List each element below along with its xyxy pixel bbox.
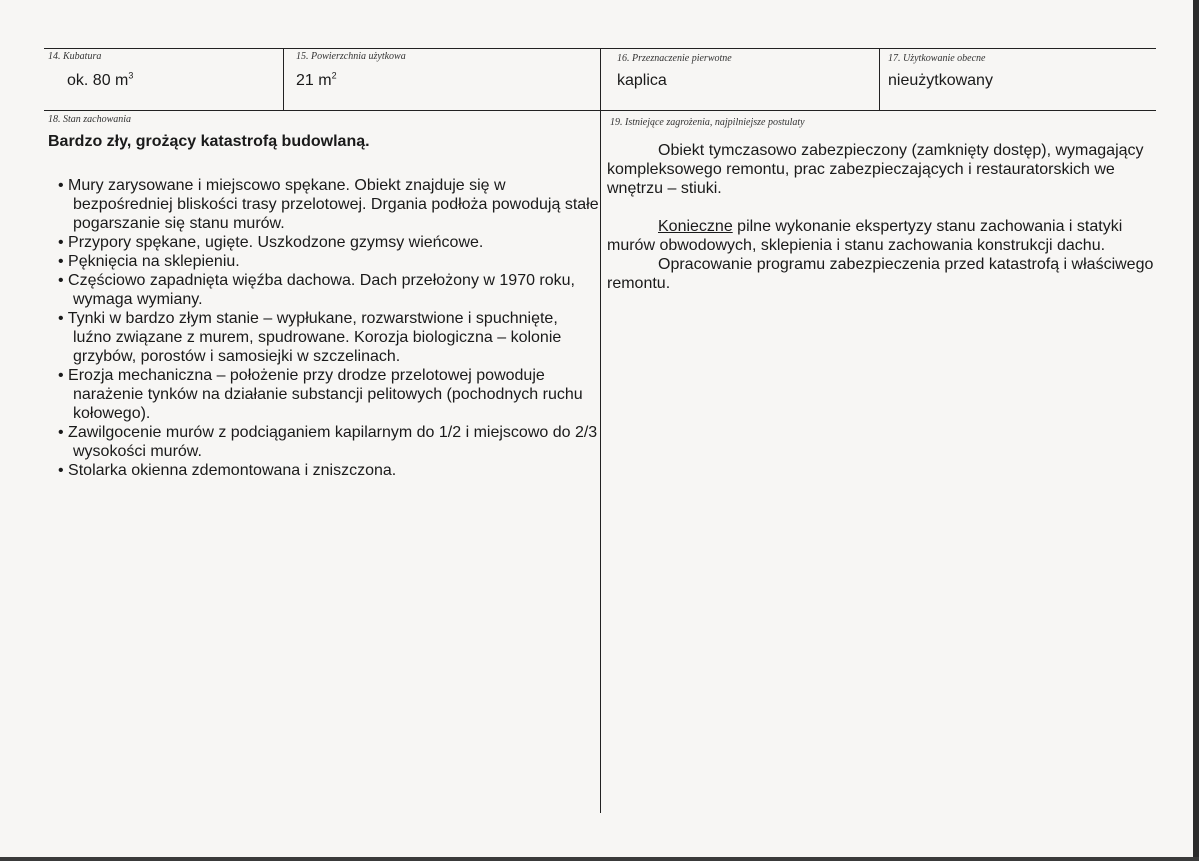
field-19-paragraph-2-text: pilne wykonanie ekspertyzy stanu zachowania i statyki murów obwodowych, sklepienia i stanu zachowania konstrukcji dachu. [607,218,1123,254]
bullet-item: • Stolarka okienna zdemontowana i zniszczona. [44,461,599,480]
bullet-item: • Erozja mechaniczna – położenie przy drodze przelotowej powoduje narażenie tynków na działanie substancji pelitowych (pochodnych ruchu kołowego). [44,366,599,423]
field-16-value: kaplica [617,72,667,89]
bullet-item: • Zawilgocenie murów z podciąganiem kapilarnym do 1/2 i miejscowo do 2/3 wysokości murów. [44,423,599,461]
scan-edge-bottom [0,857,1199,861]
field-19-label: 19. Istniejące zagrożenia, najpilniejsze postulaty [610,117,805,128]
field-19-paragraph-3: Opracowanie programu zabezpieczenia przed katastrofą i właściwego remontu. [607,256,1154,292]
field-18-bullet-list [44,176,599,480]
field-17-value: nieużytkowany [888,72,993,89]
bullet-item: • Przypory spękane, ugięte. Uszkodzone gzymsy wieńcowe. [44,233,599,252]
field-14-unit-exponent: 3 [128,70,134,81]
field-19-paragraph-1: Obiekt tymczasowo zabezpieczony (zamknięty dostęp), wymagający kompleksowego remontu, prac zabezpieczających i restauratorskich we wnętrzu – stiuki. [607,142,1144,197]
bullet-item: • Tynki w bardzo złym stanie – wypłukane, rozwarstwione i spuchnięte, luźno związane z murem, spudrowane. Korozja biologiczna – kolonie grzybów, porostów i samosiejki w szczelinach. [44,309,599,366]
field-17-label: 17. Użytkowanie obecne [888,53,986,64]
field-19-emphasis: Konieczne [658,218,733,235]
field-14-value-text: ok. 80 m [67,72,129,89]
bullet-item: • Częściowo zapadnięta więźba dachowa. Dach przełożony w 1970 roku, wymaga wymiany. [44,271,599,309]
field-15-label: 15. Powierzchnia użytkowa [296,51,406,62]
col-divider-16-17 [879,48,880,110]
col-divider-main [600,48,601,813]
field-18-label: 18. Stan zachowania [48,114,132,125]
field-16-label: 16. Przeznaczenie pierwotne [617,53,732,64]
field-15-value [296,72,337,90]
field-15-value-text: 21 m [296,72,332,89]
bullet-item: • Pęknięcia na sklepieniu. [44,252,599,271]
field-14-value [67,72,133,90]
field-15-unit-exponent: 2 [331,70,337,81]
field-14-label: 14. Kubatura [48,51,102,62]
scan-edge-right [1193,0,1199,861]
bullet-item: • Mury zarysowane i miejscowo spękane. Obiekt znajduje się w bezpośredniej bliskości trasy przelotowej. Drgania podłoża powodują stałe pogarszanie się stanu murów. [44,176,599,233]
field-19-paragraph-2 [607,217,1162,255]
field-18-heading: Bardzo zły, grożący katastrofą budowlaną. [48,133,370,150]
col-divider-14-15 [283,48,284,110]
field-19-body [607,141,1162,293]
